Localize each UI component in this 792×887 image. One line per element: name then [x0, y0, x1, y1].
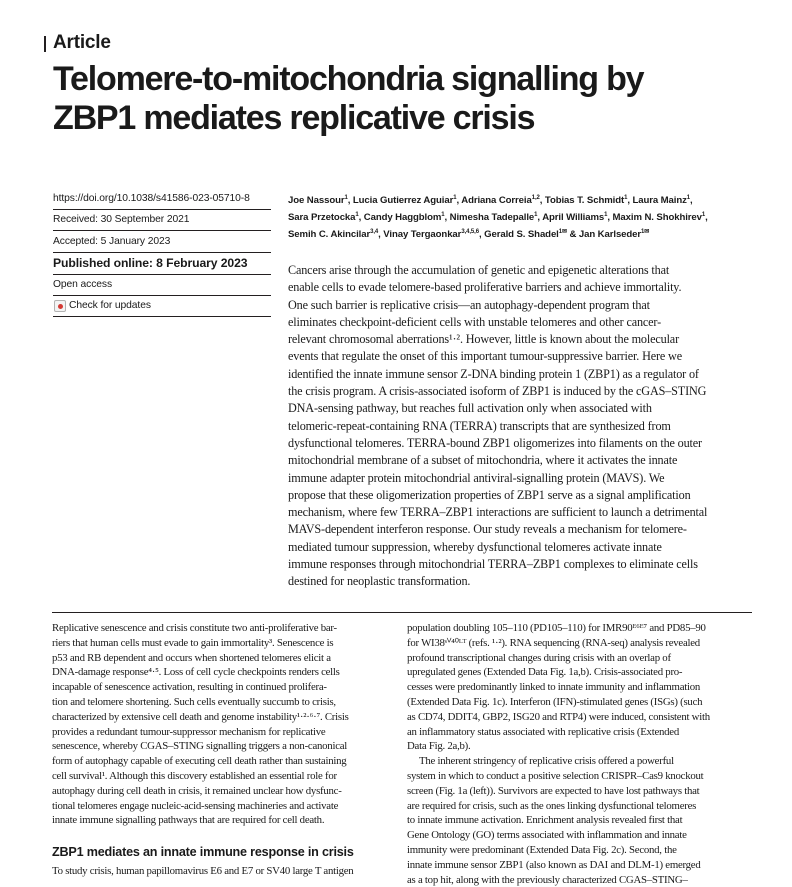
text-line: relevant chromosomal aberrations¹·². However, little is known about the molecular — [288, 332, 679, 347]
author-name: Semih C. Akincilar — [288, 229, 371, 240]
published-date: Published online: 8 February 2023 — [53, 256, 248, 270]
text-line: Gene Ontology (GO) terms associated with inflammation and innate — [407, 829, 687, 842]
body-column-right — [407, 621, 752, 887]
author-affiliation: 1 — [701, 211, 706, 218]
check-for-updates-link[interactable]: Check for updates — [69, 300, 151, 311]
text-line: provides a redundant tumour-suppressor mechanism for replicative — [52, 725, 326, 738]
text-line: upregulated genes (Extended Data Fig. 1a,b). Crisis-associated pro- — [407, 666, 683, 679]
text-line: immune adapter protein mitochondrial antiviral-signalling protein (MAVS). We — [288, 470, 665, 485]
text-line: (Extended Data Fig. 1c). Interferon (IFN)-stimulated genes (ISGs) (such — [407, 695, 703, 708]
text-line: riers that human cells must evade to gain immortality³. Senescence is — [52, 636, 334, 649]
text-line: identified the innate immune sensor Z-DNA binding protein 1 (ZBP1) as a regulator of — [288, 366, 699, 381]
text-line: MAVS-dependent interferon response. Our study reveals a mechanism for telomere- — [288, 522, 687, 537]
text-line: senescence, whereby CGAS–STING signalling triggers a non-canonical — [52, 740, 348, 753]
text-line: immunity were predominant (Extended Data Fig. 2c). Second, the — [407, 843, 677, 856]
author-affiliation: 1✉ — [558, 228, 567, 235]
text-line: innate immune signalling pathways that are required for cell death. — [52, 814, 325, 827]
text-line: autophagy during cell death in crisis, it remained unclear how dysfunc- — [52, 784, 342, 797]
author-name: , Candy Haggblom — [358, 212, 442, 223]
text-line: the crisis program. A crisis-associated isoform of ZBP1 is induced by the cGAS–STING — [288, 384, 707, 399]
author-name: , Gerald S. Shadel — [478, 229, 559, 240]
text-line: eliminates checkpoint-deficient cells with unstable telomeres and other cancer- — [288, 314, 662, 329]
text-line: Cancers arise through the accumulation of genetic and epigenetic alterations that — [288, 263, 670, 277]
text-line: events that regulate the onset of this important tumour-suppressive barrier. Here we — [288, 349, 682, 364]
author-affiliation: 1 — [686, 194, 691, 201]
text-line: form of autophagy capable of executing cell death rather than sustaining — [52, 755, 347, 768]
text-line: mechanism, where few TERRA–ZBP1 interactions are sufficient to launch a detrimental — [288, 505, 708, 520]
text-line: tional telomeres engage nucleic-acid-sensing machineries and activate — [52, 799, 339, 812]
body-line: To study crisis, human papillomavirus E6 and E7 or SV40 large T antigen — [52, 865, 354, 877]
text-line: tion and telomere shortening. Such cells eventually succumb to crisis, — [52, 695, 336, 708]
article-type-label: Article — [53, 32, 111, 53]
author-line — [288, 192, 768, 209]
body-column-left — [52, 621, 397, 828]
author-line — [288, 226, 768, 243]
text-line: are required for crisis, such as the ones linking dysfunctional telomeres — [407, 799, 697, 812]
text-line: DNA-damage response⁴·⁵. Loss of cell cycle checkpoints renders cells — [52, 666, 340, 679]
text-line: Data Fig. 2a,b). — [407, 740, 471, 753]
text-line: cesses were predominantly linked to innate immunity and inflammation — [407, 681, 701, 694]
author-name: , Maxim N. Shokhirev — [607, 212, 702, 223]
author-name: , Laura Mainz — [627, 195, 687, 206]
author-name: , Nimesha Tadepalle — [444, 212, 535, 223]
text-line: One such barrier is replicative crisis—an autophagy-dependent program that — [288, 297, 650, 312]
text-line: mitochondrial membrane of a subset of mitochondria, where it activates the innate — [288, 453, 678, 468]
author-name: , April Williams — [537, 212, 605, 223]
doi-link[interactable]: https://doi.org/10.1038/s41586-023-05710-8 — [53, 193, 250, 204]
author-name: , Tobias T. Schmidt — [539, 195, 625, 206]
author-line — [288, 209, 768, 226]
author-affiliation: 1 — [604, 211, 608, 218]
author-affiliation: 1 — [624, 194, 628, 201]
divider — [53, 252, 271, 253]
body-column-left-continued — [52, 864, 397, 879]
divider — [53, 230, 271, 231]
author-affiliation: 1 — [534, 211, 538, 218]
author-affiliation: 1 — [453, 194, 457, 201]
section-divider — [52, 612, 752, 613]
text-line: telomeric-repeat-containing RNA (TERRA) transcripts that are synthesized from — [288, 418, 671, 433]
author-affiliation: 1✉ — [641, 228, 650, 235]
text-line: for WI38ˢⱽ⁴⁰ᴸᵀ (refs. ¹·²). RNA sequencing (RNA-seq) analysis revealed — [407, 636, 700, 649]
divider — [53, 209, 271, 210]
text-line: innate immune sensor ZBP1 (also known as DAI and DLM-1) emerged — [407, 858, 701, 871]
text-line: characterized by extensive cell death and genome instability¹·²·⁶·⁷. Crisis — [52, 710, 349, 723]
author-name: , — [705, 212, 708, 223]
text-line: DNA-sensing pathway, but reaches full activation only when associated with — [288, 401, 652, 416]
text-line: dysfunctional telomeres. TERRA-bound ZBP1 oligomerizes into filaments on the outer — [288, 435, 702, 450]
divider — [53, 316, 271, 317]
title-line: Telomere-to-mitochondria signalling by — [53, 60, 644, 98]
author-name: Joe Nassour — [288, 195, 345, 206]
author-name: & Jan Karlseder — [566, 229, 642, 240]
text-line: an inflammatory status associated with replicative crisis (Extended — [407, 725, 679, 738]
author-name: , Adriana Correia — [456, 195, 532, 206]
divider — [53, 295, 271, 296]
author-affiliation: 1,2 — [531, 194, 540, 201]
article-title — [53, 60, 773, 138]
received-date: Received: 30 September 2021 — [53, 214, 190, 225]
text-line: screen (Fig. 1a (left)). Survivors are expected to have lost pathways that — [407, 784, 700, 797]
article-type-bar — [44, 36, 46, 52]
author-affiliation: 1 — [355, 211, 359, 218]
divider — [53, 274, 271, 275]
text-line: as a top hit, along with the previously characterized CGAS–STING– — [407, 873, 688, 886]
author-affiliation: 1 — [441, 211, 445, 218]
abstract — [288, 262, 758, 591]
text-line: as CD74, DDIT4, GBP2, ISG20 and RTP4) were induced, consistent with — [407, 710, 710, 723]
author-name: , Lucia Gutierrez Aguiar — [347, 195, 454, 206]
author-name: Sara Przetocka — [288, 212, 356, 223]
text-line: profound transcriptional changes during crisis with an overlap of — [407, 651, 671, 664]
author-affiliation: 1 — [344, 194, 348, 201]
section-heading: ZBP1 mediates an innate immune response in crisis — [52, 845, 354, 859]
text-line: mediated tumour suppression, whereby dysfunctional telomeres activate innate — [288, 539, 662, 554]
author-name: , Vinay Tergaonkar — [378, 229, 462, 240]
text-line: destined for neoplastic transformation. — [288, 574, 471, 589]
text-line: cell survival¹. Although this discovery established an essential role for — [52, 769, 337, 782]
text-line: population doubling 105–110 (PD105–110) for IMR90ᴱ⁶ᴱ⁷ and PD85–90 — [407, 622, 706, 634]
author-affiliation: 3,4,5,6 — [461, 228, 479, 235]
text-line: propose that these oligomerization properties of ZBP1 serve as a signal amplification — [288, 487, 691, 502]
text-line: immune responses through mitochondrial TERRA–ZBP1 complexes to eliminate cells — [288, 557, 698, 572]
title-line: ZBP1 mediates replicative crisis — [53, 99, 535, 137]
author-list — [288, 192, 768, 243]
text-line: Replicative senescence and crisis constitute two anti-proliferative bar- — [52, 622, 337, 634]
text-line: incapable of senescence activation, resulting in continued prolifera- — [52, 681, 327, 694]
author-name: , — [690, 195, 693, 206]
author-affiliation: 3,4 — [370, 228, 379, 235]
check-for-updates-icon[interactable] — [54, 300, 66, 312]
text-line: system in which to conduct a positive selection CRISPR–Cas9 knockout — [407, 769, 704, 782]
accepted-date: Accepted: 5 January 2023 — [53, 236, 171, 247]
text-line: enable cells to evade telomere-based proliferative barriers and achieve immortality. — [288, 280, 682, 295]
text-line: to innate immune activation. Enrichment analysis revealed first that — [407, 814, 683, 827]
text-line: The inherent stringency of replicative crisis offered a powerful — [419, 755, 674, 768]
text-line: p53 and RB dependent and occurs when shortened telomeres elicit a — [52, 651, 331, 664]
open-access-label: Open access — [53, 279, 112, 290]
